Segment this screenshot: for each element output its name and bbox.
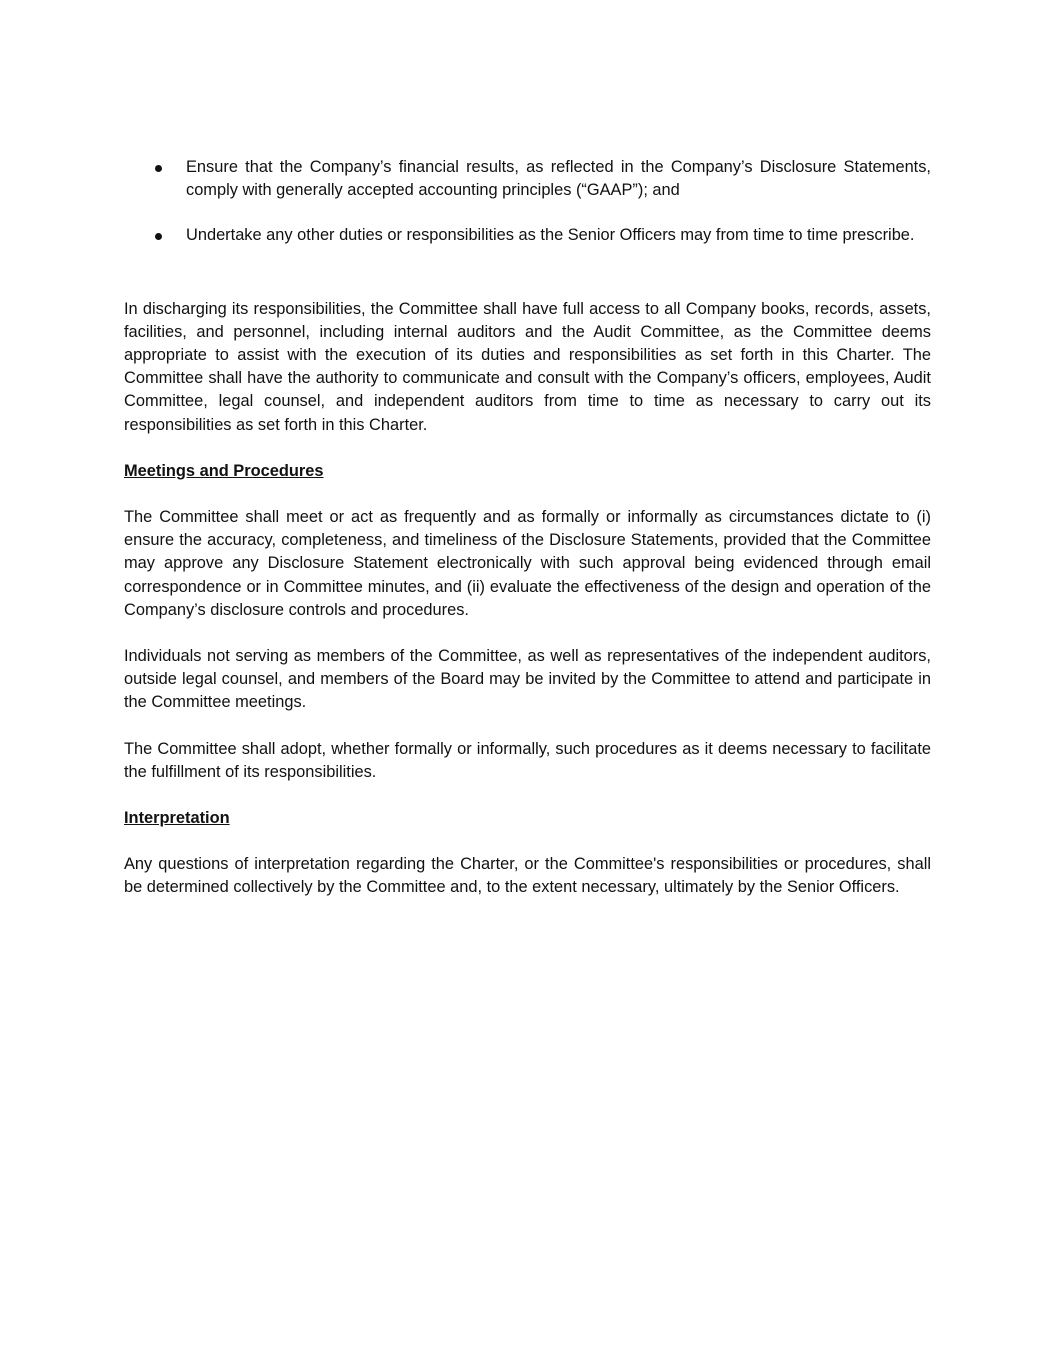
bullet-dot-icon — [155, 233, 162, 240]
bullet-item-gaap — [124, 156, 931, 202]
paragraph-meeting-frequency: The Committee shall meet or act as frequently and as formally or informally as circumstances dictate to (i) ensure the accuracy, completeness, and timeliness of the Disclosure Statements, provided that the Committee may approve any Disclosure Statement electronically with such approval being evidenced through email correspondence or in Committee minutes, and (ii) evaluate the effectiveness of the design and operation of the Company’s disclosure controls and procedures. — [124, 508, 931, 619]
bullet-dot-icon — [155, 165, 162, 172]
bullet-text: Undertake any other duties or responsibilities as the Senior Officers may from time to time prescribe. — [186, 226, 915, 245]
section-heading-meetings: Meetings and Procedures — [124, 461, 324, 480]
section-heading-interpretation: Interpretation — [124, 809, 230, 828]
paragraph-interpretation: Any questions of interpretation regarding the Charter, or the Committee's responsibilities or procedures, shall be determined collectively by the Committee and, to the extent necessary, ultimately by the Senior Officers. — [124, 855, 931, 897]
paragraph-invited-individuals: Individuals not serving as members of the Committee, as well as representatives of the independent auditors, outside legal counsel, and members of the Board may be invited by the Committee to attend and participate in the Committee meetings. — [124, 647, 931, 712]
document-page — [124, 156, 931, 923]
bullet-item-other-duties — [124, 224, 931, 247]
bullet-list — [124, 156, 931, 248]
paragraph-procedures: The Committee shall adopt, whether formally or informally, such procedures as it deems necessary to facilitate the fulfillment of its responsibilities. — [124, 739, 931, 781]
paragraph-discharging-responsibilities: In discharging its responsibilities, the Committee shall have full access to all Company books, records, assets, facilities, and personnel, including internal auditors and the Audit Committee, as the Committee deems appropriate to assist with the execution of its duties and responsibilities as set forth in this Charter. The Committee shall have the authority to communicate and consult with the Company’s officers, employees, Audit Committee, legal counsel, and independent auditors from time to time as necessary to carry out its responsibilities as set forth in this Charter. — [124, 299, 931, 434]
bullet-text: Ensure that the Company’s financial results, as reflected in the Company’s Disclosure Statements, comply with generally accepted accounting principles (“GAAP”); and — [186, 158, 931, 200]
